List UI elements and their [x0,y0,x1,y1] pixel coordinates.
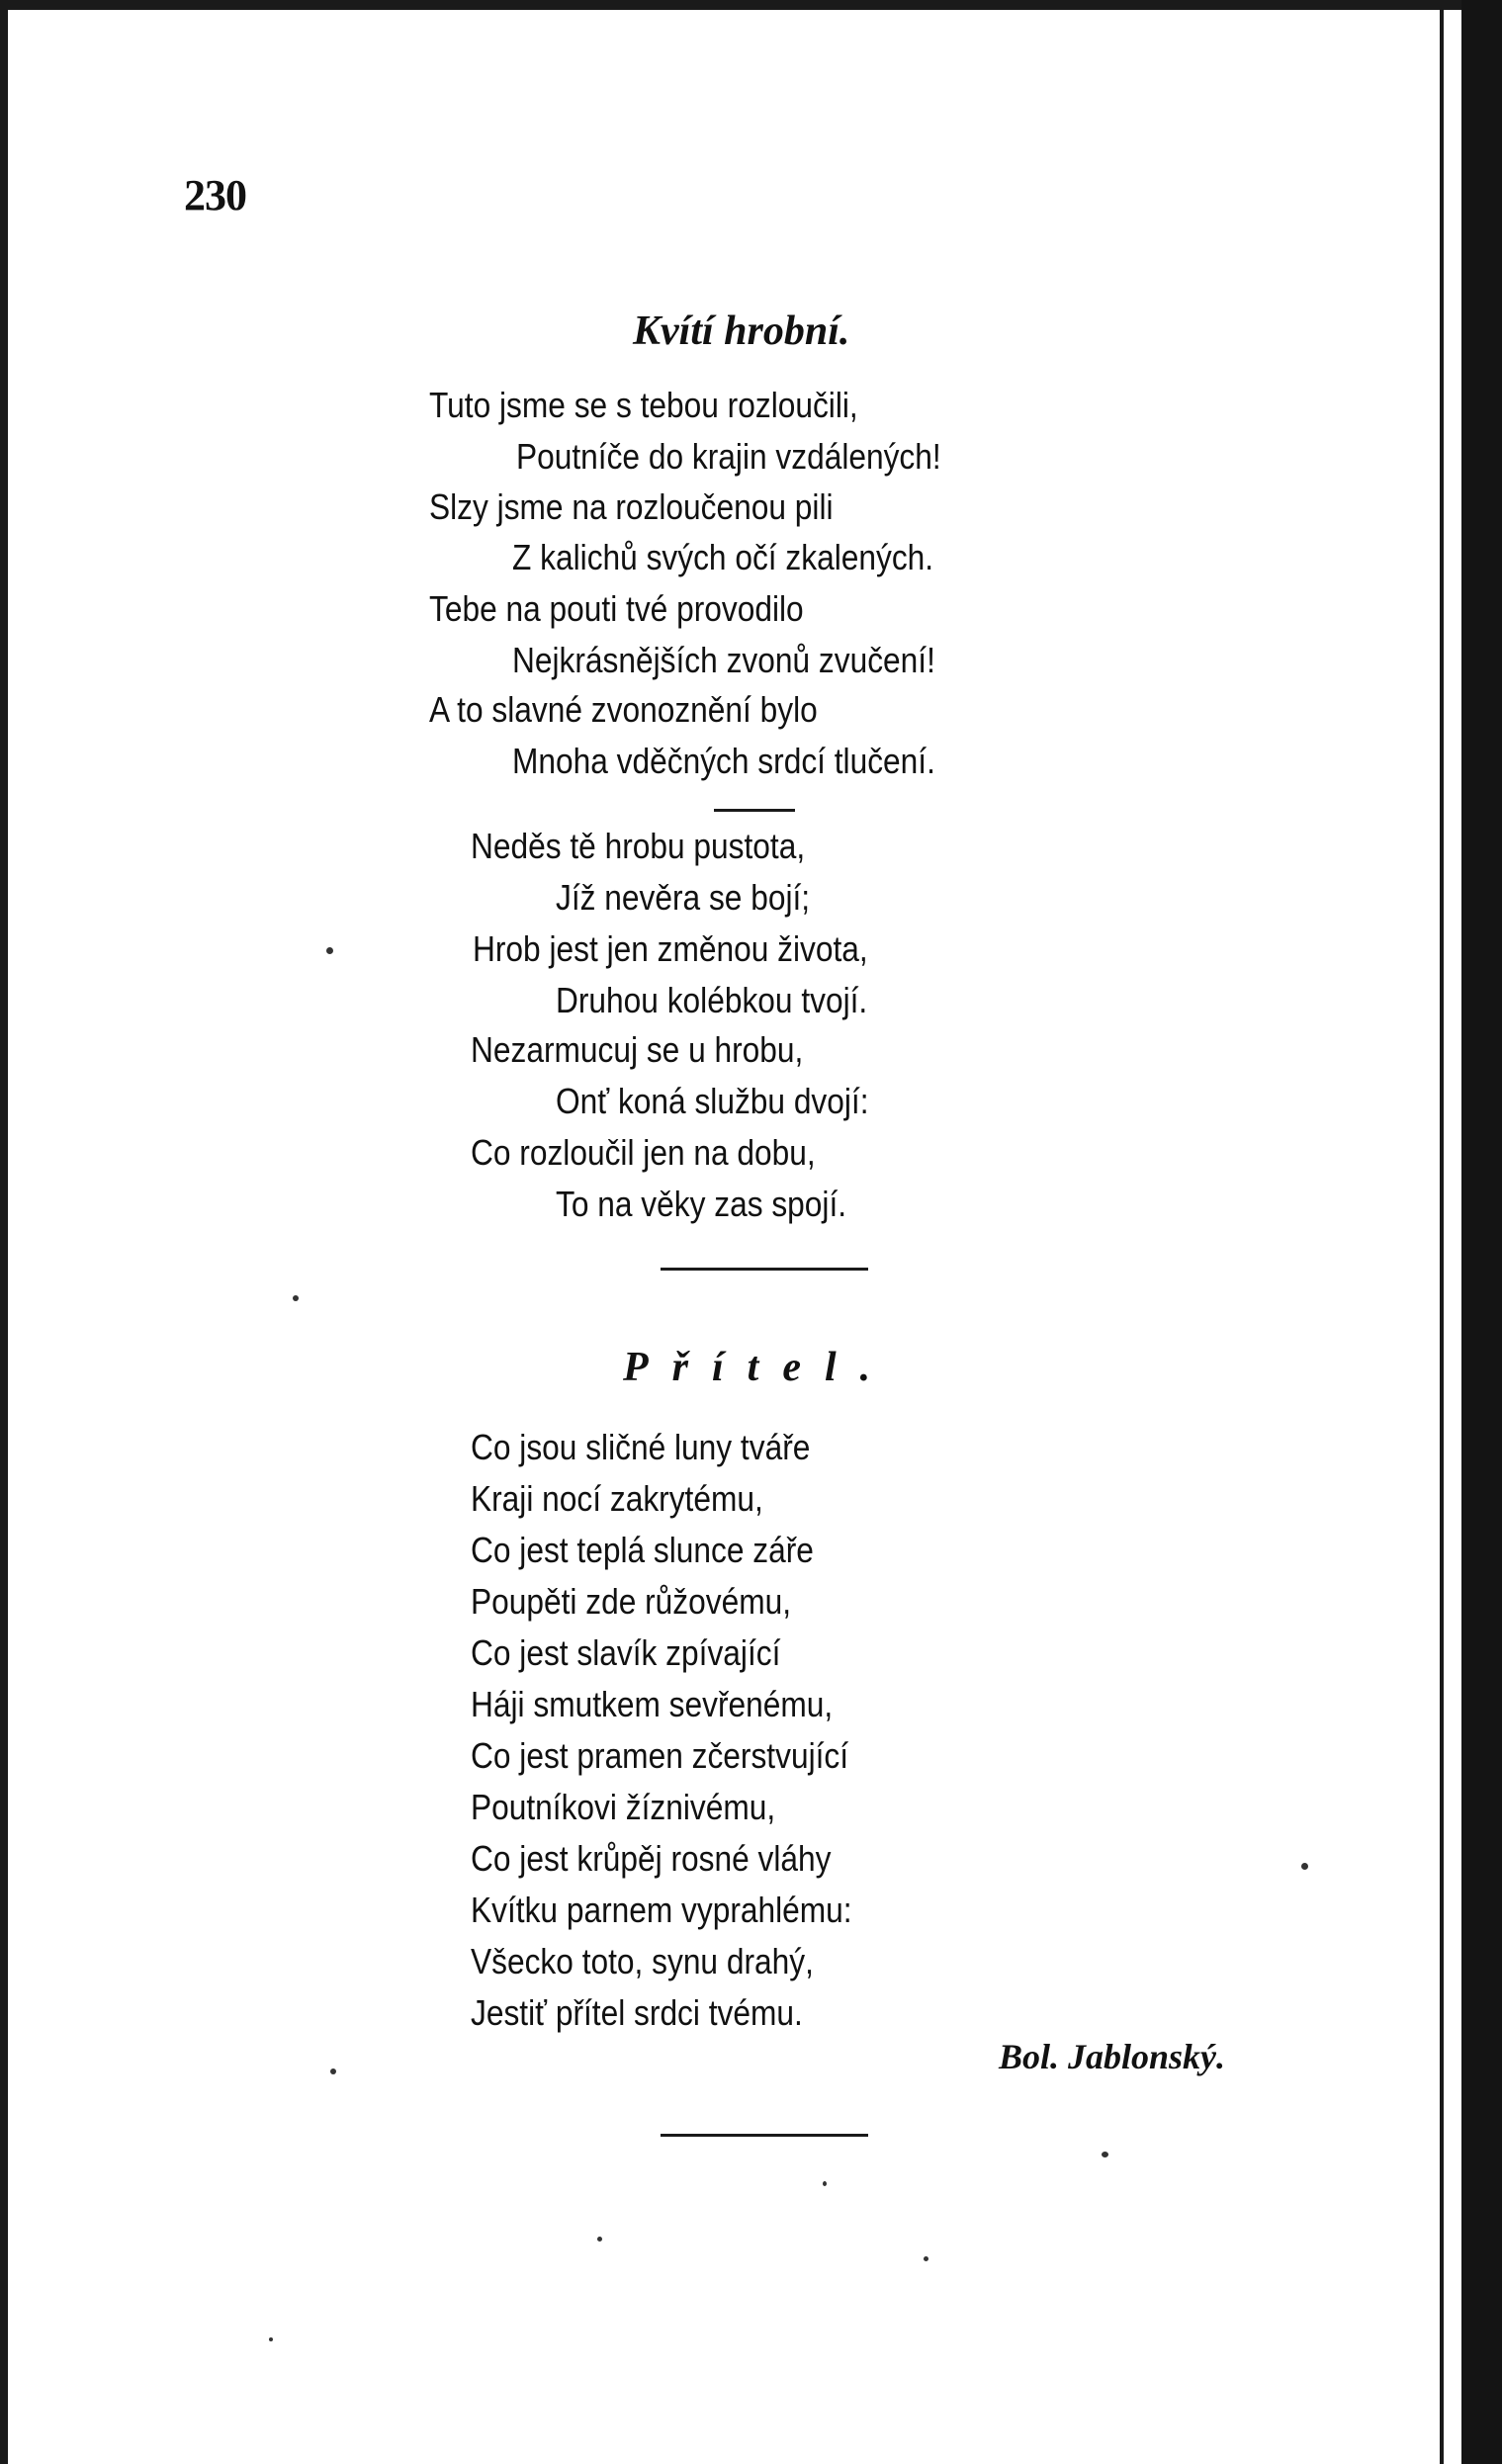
verse-line: Co jest teplá slunce záře [471,1530,814,1570]
verse-line: Neděs tě hrobu pustota, [471,826,806,866]
scan-speck [597,2237,602,2242]
verse-line: Háji smutkem sevřenému, [471,1684,834,1724]
verse-line: Mnoha vděčných srdcí tlučení. [512,741,935,781]
verse-line: Nejkrásnějších zvonů zvučení! [512,640,935,680]
author-signature: Bol. Jablonský. [999,2037,1226,2076]
poem-title: Kvítí hrobní. [633,308,850,354]
verse-line: Všecko toto, synu drahý, [471,1941,814,1981]
scan-speck [293,1295,299,1301]
verse-line: Druhou kolébkou tvojí. [556,980,868,1020]
verse-line: Z kalichů svých očí zkalených. [512,537,934,577]
verse-line: Slzy jsme na rozloučenou pili [429,486,834,527]
verse-line: Hrob jest jen změnou života, [473,928,868,969]
scan-speck [269,2337,273,2341]
verse-line: A to slavné zvonoznění bylo [429,689,818,730]
scan-border-right-inner [1440,0,1444,2464]
verse-line: Co jsou sličné luny tváře [471,1427,811,1467]
verse-line: Co jest pramen zčerstvující [471,1735,849,1776]
verse-line: Tuto jsme se s tebou rozloučili, [429,385,858,425]
end-divider [661,2134,868,2137]
scan-speck [330,2068,336,2074]
verse-line: Kraji nocí zakrytému, [471,1478,763,1519]
stanza-divider [714,809,795,812]
verse-line: To na věky zas spojí. [556,1184,847,1224]
verse-line: Poutníkovi žíznivému, [471,1787,776,1827]
verse-line: Poutníče do krajin vzdálených! [516,436,941,477]
verse-line: Jíž nevěra se bojí; [556,877,811,918]
verse-line: Co jest krůpěj rosné vláhy [471,1838,832,1879]
scan-speck [1301,1863,1308,1870]
verse-line: Poupěti zde růžovému, [471,1581,792,1622]
scan-border-right-outer [1461,0,1502,2464]
verse-line: Tebe na pouti tvé provodilo [429,588,804,629]
scan-speck [823,2181,827,2186]
scan-speck [1102,2152,1108,2157]
scan-border-left [0,0,8,2464]
poem-title: Přítel. [623,1345,895,1390]
scan-speck [924,2256,928,2261]
verse-line: Co jest slavík zpívající [471,1632,781,1673]
page-number: 230 [184,171,246,220]
verse-line: Kvítku parnem vyprahlému: [471,1890,852,1930]
scan-border-top [0,0,1502,10]
verse-line: Jestiť přítel srdci tvému. [471,1992,803,2033]
poem-divider [661,1268,868,1271]
scan-speck [326,947,333,954]
verse-line: Nezarmucuj se u hrobu, [471,1029,804,1070]
verse-line: Co rozloučil jen na dobu, [471,1132,816,1173]
verse-line: Onť koná službu dvojí: [556,1081,869,1121]
